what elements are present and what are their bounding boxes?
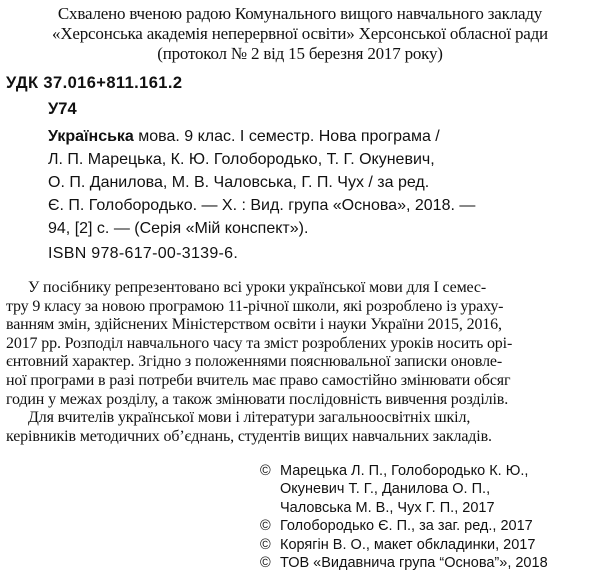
isbn: ISBN 978-617-00-3139-6. [48,245,239,262]
annotation-line: керівників методичних об’єднань, студентів вищих навчальних закладів. [6,427,492,445]
copyright-entry: Чаловська М. В., Чух Г. П., 2017 [280,499,495,516]
annotation-line: 2017 рр. Розподіл навчального часу та зміст розроблених уроків носить орі- [6,334,513,352]
copyright-entry: © Корягін В. О., макет обкладинки, 2017 [260,536,536,553]
author-code: У74 [48,100,77,118]
annotation [6,279,596,446]
annotation-line: Для вчителів української мови і літератури загальноосвітніх шкіл, [28,409,471,427]
copyright-icon: © [260,463,271,479]
bibliographic-record [48,125,594,240]
book-title-word: Українська [48,128,134,145]
annotation-line: У посібнику репрезентовано всі уроки української мови для I семес- [28,279,487,296]
approval-line: Схвалено вченою радою Комунального вищого навчального закладу [57,4,543,23]
biblio-line: Є. П. Голобородько. — Х. : Вид. група «Основа», 2018. — [48,197,476,214]
copyright-icon: © [260,555,271,572]
copyright-entry: Окуневич Т. Г., Данилова О. П., [280,481,491,498]
book-title-rest: мова. 9 клас. I семестр. Нова програма / [133,128,440,145]
biblio-line: О. П. Данилова, М. В. Чаловська, Г. П. Чух / за ред. [48,174,430,191]
copyright-entry: © Марецька Л. П., Голобородько К. Ю., [260,463,529,479]
biblio-line [48,125,594,148]
copyright-icon: © [260,536,271,553]
annotation-line: єнтовний характер. Згідно з положеннями пояснювальної записки оновле- [6,353,503,371]
annotation-line: ної програми в разі потреби вчитель має право самостійно змінювати обсяг [6,371,511,389]
copyright-entry: © ТОВ «Видавнича група “Основа”», 2018 [260,555,548,572]
copyright-block [260,462,596,572]
approval-line: (протокол № 2 від 15 березня 2017 року) [157,44,443,63]
copyright-icon: © [260,518,271,535]
biblio-line: Л. П. Марецька, К. Ю. Голобородько, Т. Г. Окуневич, [48,151,435,168]
annotation-line: тру 9 класу за новою програмою 11-річної школи, які розроблено із ураху- [6,297,504,315]
annotation-line: годин у межах розділу, а також змінювати послідовність вивчення розділів. [6,390,509,408]
annotation-line: ванням змін, здійснених Міністерством освіти і науки України 2015, 2016, [6,316,502,334]
udc-code: УДК 37.016+811.161.2 [6,74,183,92]
biblio-line: 94, [2] с. — (Серія «Мій конспект»). [48,220,309,237]
approval-notice [0,4,600,64]
copyright-entry: © Голобородько Є. П., за заг. ред., 2017 [260,518,533,535]
approval-line: «Херсонська академія неперервної освіти» Херсонської обласної ради [52,24,548,43]
